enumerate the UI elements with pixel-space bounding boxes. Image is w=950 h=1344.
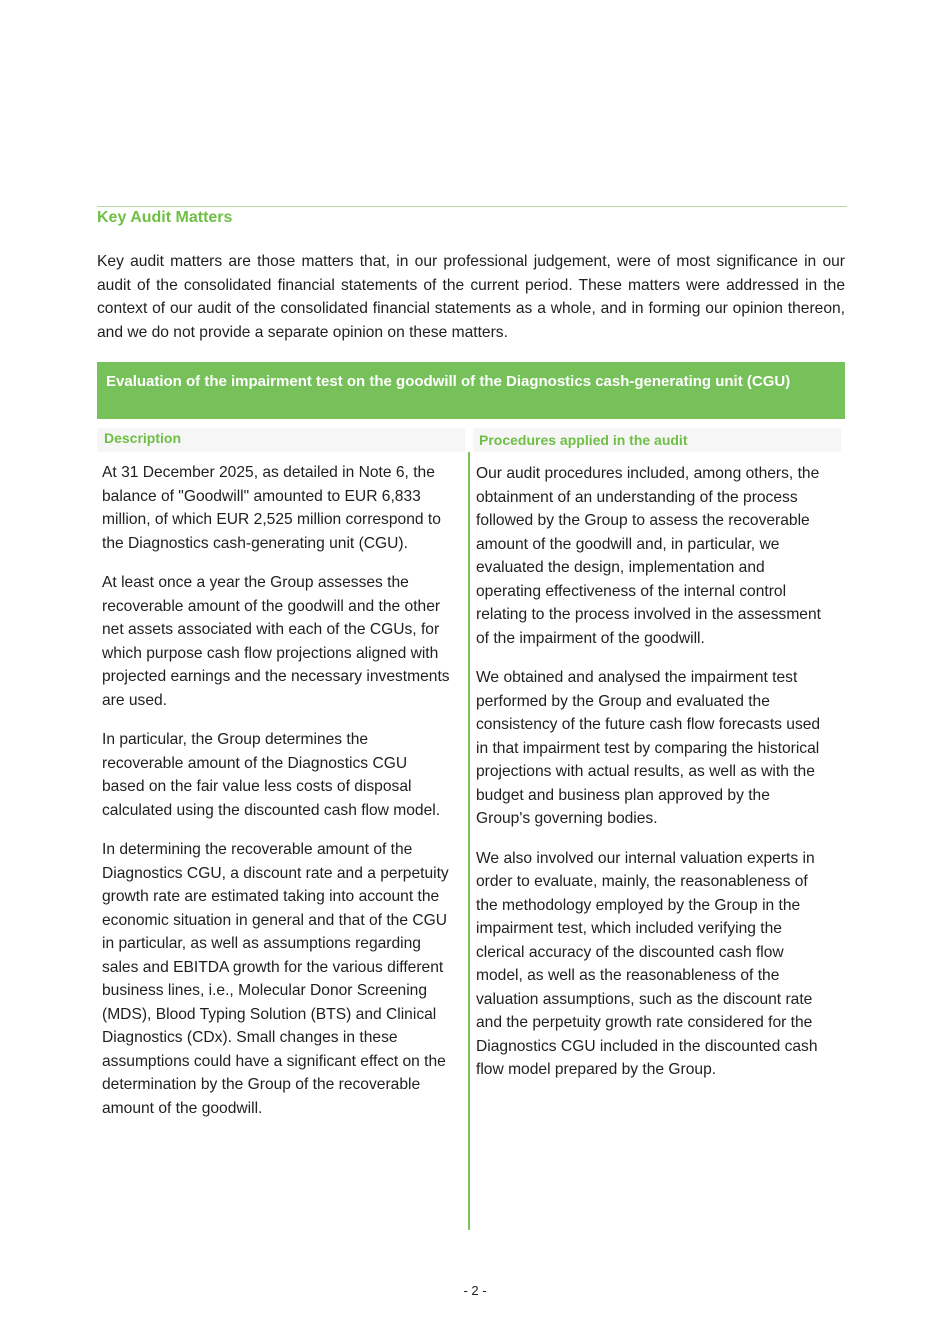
description-column <box>102 461 452 1136</box>
description-paragraph: In determining the recoverable amount of the Diagnostics CGU, a discount rate and a perpetuity growth rate are estimated taking into account the economic situation in general and that of the CGU in particular, as well as assumptions regarding sales and EBITDA growth for the various different business lines, i.e., Molecular Donor Screening (MDS), Blood Typing Solution (BTS) and Clinical Diagnostics (CDx). Small changes in these assumptions could have a significant effect on the determination by the Group of the recoverable amount of the goodwill. <box>102 841 449 1117</box>
procedures-paragraph: We obtained and analysed the impairment test performed by the Group and evaluated the consistency of the future cash flow forecasts used in that impairment test by comparing the historical projections with actual results, as well as with the budget and business plan approved by the Group's governing bodies. <box>476 669 821 827</box>
description-paragraph: At 31 December 2025, as detailed in Note 6, the balance of "Goodwill" amounted to EUR 6,833 million, of which EUR 2,525 million correspond to the Diagnostics cash-generating unit (CGU). <box>102 464 441 552</box>
procedures-header: Procedures applied in the audit <box>479 432 688 448</box>
intro-paragraph: Key audit matters are those matters that, in our professional judgement, were of most significance in our audit of the consolidated financial statements of the current period. These matters were addressed in the context of our audit of the consolidated financial statements as a whole, and in forming our opinion thereon, and we do not provide a separate opinion on these matters. <box>97 253 845 341</box>
section-title: Key Audit Matters <box>97 209 233 226</box>
procedures-column <box>476 462 828 1098</box>
column-divider <box>468 452 470 1230</box>
description-paragraph: At least once a year the Group assesses the recoverable amount of the goodwill and the other net assets associated with each of the CGUs, for which purpose cash flow projections aligned with projected earnings and the necessary investments are used. <box>102 574 450 709</box>
description-paragraph: In particular, the Group determines the recoverable amount of the Diagnostics CGU based on the fair value less costs of disposal calculated using the discounted cash flow model. <box>102 731 441 819</box>
page-number: - 2 - <box>463 1283 487 1298</box>
description-header: Description <box>104 430 182 446</box>
procedures-paragraph: We also involved our internal valuation experts in order to evaluate, mainly, the reasonableness of the methodology employed by the Group in the impairment test, which included verifying the clerical accuracy of the discounted cash flow model, as well as the reasonableness of the valuation assumptions, such as the discount rate and the perpetuity growth rate considered for the Diagnostics CGU included in the discounted cash flow model prepared by the Group. <box>476 849 818 1078</box>
section-divider <box>97 206 847 207</box>
matter-title-banner: Evaluation of the impairment test on the goodwill of the Diagnostics cash-generating unit (CGU) <box>97 362 845 419</box>
procedures-paragraph: Our audit procedures included, among others, the obtainment of an understanding of the process followed by the Group to assess the recoverable amount of the goodwill and, in particular, we evaluated the design, implementation and operating effectiveness of the internal control relating to the process involved in the assessment of the impairment of the goodwill. <box>476 465 821 647</box>
